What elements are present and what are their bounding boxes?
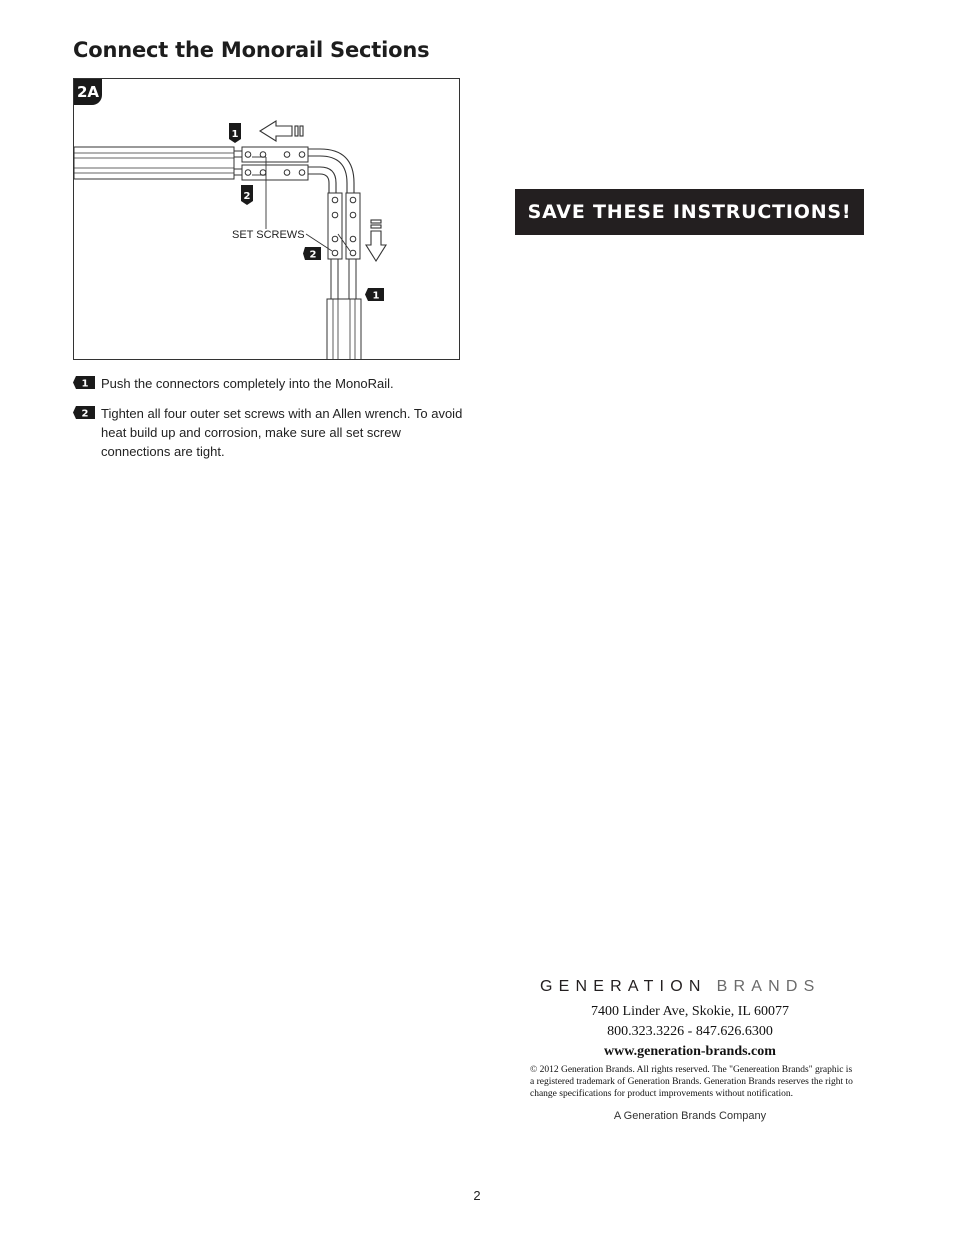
page-number: 2 <box>473 1188 481 1203</box>
step-text: Push the connectors completely into the MonoRail. <box>101 376 394 391</box>
push-arrow-down-icon <box>366 220 386 261</box>
generation-brands-logo <box>540 978 840 1000</box>
brand-word-generation: GENERATION <box>540 978 707 995</box>
monorail-connection-diagram <box>74 79 460 360</box>
step-number-badge-icon <box>73 406 95 419</box>
brand-word-brands: BRANDS <box>716 978 821 995</box>
list-item <box>73 374 463 393</box>
horizontal-connectors <box>234 147 308 180</box>
push-arrow-left-icon <box>260 121 303 141</box>
save-instructions-banner: SAVE THESE INSTRUCTIONS! <box>515 189 864 235</box>
horizontal-monorail <box>74 147 234 179</box>
set-screws-label: SET SCREWS <box>232 229 305 241</box>
bent-connector-rods <box>308 149 354 193</box>
step-text: Tighten all four outer set screws with an Allen wrench. To avoid heat build up and corrosion, make sure all set screw connections are tight. <box>101 406 463 459</box>
callout-2-top-label: 2 <box>243 191 251 202</box>
section-title: Connect the Monorail Sections <box>73 38 430 62</box>
company-tagline: A Generation Brands Company <box>613 1110 767 1122</box>
diagram-figure-2a <box>73 78 460 360</box>
instruction-steps <box>73 374 463 472</box>
figure-label-badge: 2A <box>74 79 102 105</box>
step-number-badge-icon <box>73 376 95 389</box>
list-item <box>73 404 463 461</box>
company-website: www.generation-brands.com <box>604 1044 776 1059</box>
vertical-monorail <box>327 299 361 360</box>
company-phones: 800.323.3226 - 847.626.6300 <box>607 1024 773 1039</box>
step-number: 2 <box>81 408 89 419</box>
callout-2-side-label: 2 <box>309 249 317 261</box>
vertical-connectors <box>328 193 360 299</box>
callout-1-side-label: 1 <box>372 290 380 302</box>
company-address: 7400 Linder Ave, Skokie, IL 60077 <box>591 1004 789 1019</box>
step-number: 1 <box>81 378 89 389</box>
callout-1-top-label: 1 <box>231 129 239 140</box>
legal-notice: © 2012 Generation Brands. All rights reserved. The "Genereation Brands" graphic is a registered trademark of Generation Brands. Generation Brands reserves the right to change specifications for product improvements without notification. <box>530 1065 853 1099</box>
